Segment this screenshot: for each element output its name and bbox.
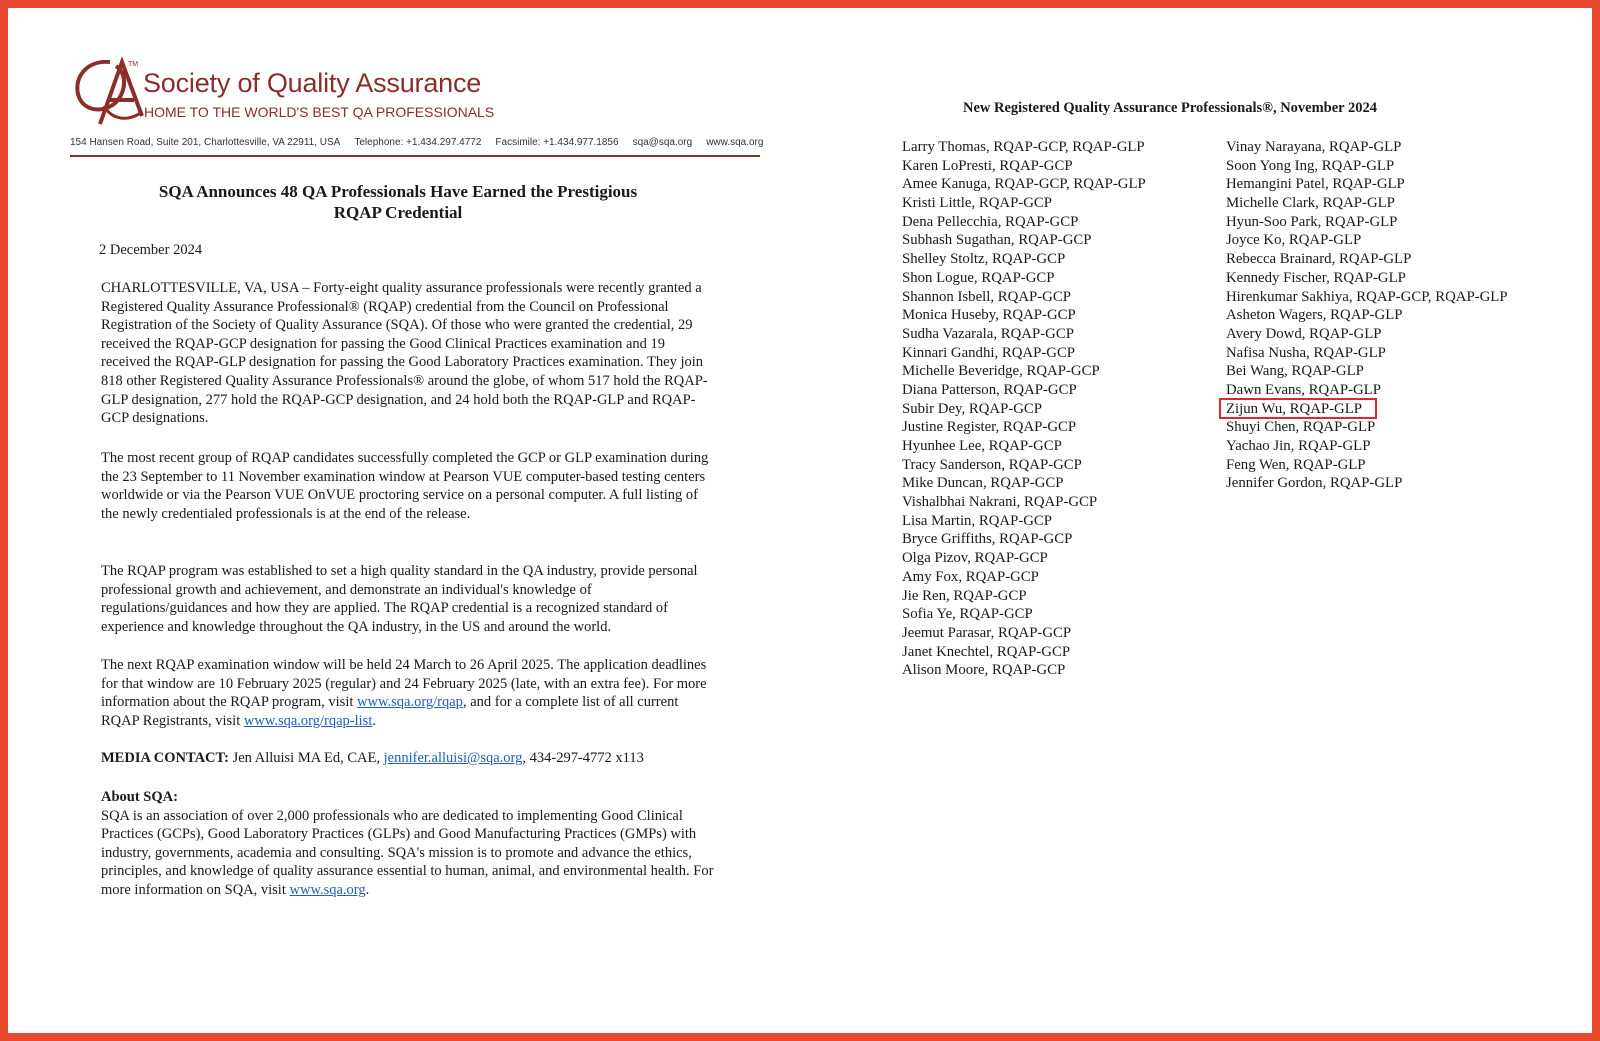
registrant-entry: Dawn Evans, RQAP-GLP (1226, 381, 1381, 398)
letterhead-divider (70, 155, 760, 157)
release-date: 2 December 2024 (99, 242, 203, 258)
org-tagline: HOME TO THE WORLD'S BEST QA PROFESSIONALS (144, 104, 495, 120)
registrant-entry: Vinay Narayana, RQAP-GLP (1226, 139, 1402, 155)
registrant-entry: Shuyi Chen, RQAP-GLP (1226, 419, 1376, 436)
paragraph-1 (101, 279, 716, 428)
media-contact (101, 749, 716, 768)
registrant-list-title: New Registered Quality Assurance Professionals®, November 2024 (963, 100, 1377, 116)
registrant-entry: Bryce Griffiths, RQAP-GCP (902, 531, 1073, 548)
registrant-entry: Lisa Martin, RQAP-GCP (902, 512, 1053, 529)
registrant-entry: Monica Huseby, RQAP-GCP (902, 307, 1076, 324)
registrant-entry: Feng Wen, RQAP-GLP (1226, 456, 1366, 473)
registrant-entry: Zijun Wu, RQAP-GLP (1226, 400, 1363, 417)
registrant-entry: Shelley Stoltz, RQAP-GCP (902, 251, 1066, 268)
registrant-entry: Hirenkumar Sakhiya, RQAP-GCP, RQAP-GLP (1226, 288, 1508, 305)
registrant-entry: Diana Patterson, RQAP-GCP (902, 381, 1077, 398)
registrant-entry: Kristi Little, RQAP-GCP (902, 195, 1053, 212)
sqa-logo (70, 54, 150, 128)
about-section (101, 788, 716, 900)
svg-text:TM: TM (128, 61, 139, 68)
registrant-entry: Soon Yong Ing, RQAP-GLP (1226, 157, 1395, 174)
registrant-entry: Nafisa Nusha, RQAP-GLP (1226, 344, 1386, 361)
registrant-entry: Rebecca Brainard, RQAP-GLP (1226, 251, 1412, 268)
registrant-entry: Dena Pellecchia, RQAP-GCP (902, 213, 1079, 230)
registrant-entry: Shon Logue, RQAP-GCP (902, 269, 1055, 286)
registrant-entry: Karen LoPresti, RQAP-GCP (902, 157, 1073, 174)
media-contact-text (101, 749, 716, 768)
rqap-list-link[interactable]: www.sqa.org/rqap-list (243, 712, 373, 729)
registrant-entry: Amee Kanuga, RQAP-GCP, RQAP-GLP (902, 176, 1146, 193)
registrant-entry: Michelle Beveridge, RQAP-GCP (902, 363, 1100, 380)
paragraph-3 (101, 562, 716, 636)
registrant-column-1 (902, 138, 1146, 680)
registrant-entry: Larry Thomas, RQAP-GCP, RQAP-GLP (902, 139, 1145, 155)
registrant-entry: Vishalbhai Nakrani, RQAP-GCP (902, 494, 1098, 511)
registrant-column-2 (1226, 138, 1508, 493)
contact-line (70, 137, 763, 148)
registrant-entry: Avery Dowd, RQAP-GLP (1226, 325, 1382, 342)
registrant-entry: Sudha Vazarala, RQAP-GCP (902, 325, 1074, 342)
p4-end: . (372, 712, 376, 729)
registrant-entry: Jennifer Gordon, RQAP-GLP (1226, 475, 1403, 492)
paragraph-3-text: The RQAP program was established to set a high quality standard in the QA industry, provide personal professional growth and achievement, and demonstrate an individual's knowledge of regulations/guidances and how they are applied. The RQAP credential is a recognized standard of experience and knowledge throughout the QA industry, in the US and around the world. (101, 563, 698, 635)
release-headline: SQA Announces 48 QA Professionals Have Earned the Prestigious RQAP Credential (158, 182, 638, 222)
registrant-entry: Amy Fox, RQAP-GCP (902, 568, 1039, 585)
facsimile: Facsimile: +1.434.977.1856 (495, 137, 619, 148)
media-name: Jen Alluisi MA Ed, CAE, (228, 750, 384, 766)
p4-text: The next RQAP examination window will be held 24 March to 26 April 2025. The application deadlines for that window are 10 February 2025 (regular) and 24 February 2025 (late, with an extra fee). For more information about the RQAP program, visit (101, 657, 707, 711)
address: 154 Hansen Road, Suite 201, Charlottesville, VA 22911, USA (70, 137, 341, 148)
website: www.sqa.org (706, 137, 764, 148)
registrant-entry: Sofia Ye, RQAP-GCP (902, 606, 1033, 623)
registrant-entry: Kinnari Gandhi, RQAP-GCP (902, 344, 1076, 361)
org-name: Society of Quality Assurance (143, 68, 482, 98)
registrant-entry: Bei Wang, RQAP-GLP (1226, 363, 1364, 380)
registrant-entry: Mike Duncan, RQAP-GCP (902, 475, 1064, 492)
registrant-entry: Shannon Isbell, RQAP-GCP (902, 288, 1071, 305)
registrant-entry: Olga Pizov, RQAP-GCP (902, 550, 1048, 567)
registrant-entry: Hyunhee Lee, RQAP-GCP (902, 438, 1062, 454)
sqa-website-link[interactable]: www.sqa.org (289, 881, 366, 898)
media-label: MEDIA CONTACT: (101, 750, 229, 766)
registrant-entry: Tracy Sanderson, RQAP-GCP (902, 456, 1082, 473)
paragraph-4 (101, 656, 716, 730)
registrant-entry: Yachao Jin, RQAP-GLP (1226, 438, 1371, 454)
about-body: SQA is an association of over 2,000 professionals who are dedicated to implementing Good Clinical Practices (GCPs), Good Laboratory Practices (GLPs) and Good Manufacturing Practices (GMPs) with industry, governments, academia and consulting. SQA's mission is to promote and advance the ethics, principles, and knowledge of quality assurance essential to human, animal, and environmental health. For more information on SQA, visit (101, 807, 714, 898)
paragraph-2 (101, 449, 716, 523)
p4-mid: , and for a complete list of all current RQAP Registrants, visit (101, 694, 679, 729)
registrant-entry: Justine Register, RQAP-GCP (902, 419, 1077, 436)
registrant-entry: Alison Moore, RQAP-GCP (902, 662, 1066, 679)
highlight-box (1219, 398, 1377, 419)
email: sqa@sqa.org (632, 137, 693, 148)
registrant-entry: Kennedy Fischer, RQAP-GLP (1226, 269, 1406, 286)
registrant-entry: Hemangini Patel, RQAP-GLP (1226, 176, 1405, 193)
telephone: Telephone: +1.434.297.4772 (354, 137, 482, 148)
registrant-entry: Hyun-Soo Park, RQAP-GLP (1226, 213, 1398, 230)
paragraph-4-text (101, 656, 716, 730)
registrant-entry: Subir Dey, RQAP-GCP (902, 400, 1043, 417)
paragraph-1-text: CHARLOTTESVILLE, VA, USA – Forty-eight quality assurance professionals were recently granted a Registered Quality Assurance Professional® (RQAP) credential from the Council on Professional Registration of the Society of Quality Assurance (SQA). Of those who were granted the credential, 29 received the RQAP-GCP designation for passing the Good Clinical Practices examination and 19 received the RQAP-GLP designation for passing the Good Laboratory Practices examination. They join 818 other Registered Quality Assurance Professionals® around the globe, of whom 517 hold the RQAP-GLP designation, 277 hold the RQAP-GCP designation, and 24 hold both the RQAP-GLP and RQAP-GCP designations. (101, 280, 708, 427)
media-email-link[interactable]: jennifer.alluisi@sqa.org (383, 750, 523, 766)
document-page (8, 8, 1592, 1033)
registrant-entry: Jeemut Parasar, RQAP-GCP (902, 624, 1072, 641)
registrant-entry: Jie Ren, RQAP-GCP (902, 587, 1027, 604)
registrant-entry: Janet Knechtel, RQAP-GCP (902, 643, 1071, 660)
registrant-entry: Asheton Wagers, RQAP-GLP (1226, 307, 1403, 324)
media-phone: , 434-297-4772 x113 (522, 750, 644, 766)
registrant-entry: Subhash Sugathan, RQAP-GCP (902, 232, 1092, 249)
about-text (101, 807, 716, 900)
registrant-entry: Michelle Clark, RQAP-GLP (1226, 195, 1395, 212)
about-end: . (365, 881, 370, 898)
rqap-link[interactable]: www.sqa.org/rqap (357, 694, 463, 711)
registrant-entry: Joyce Ko, RQAP-GLP (1226, 232, 1362, 249)
paragraph-2-text: The most recent group of RQAP candidates successfully completed the GCP or GLP examination during the 23 September to 11 November examination window at Pearson VUE computer-based testing centers worldwide or via the Pearson VUE OnVUE proctoring service on a personal computer. A full listing of the newly credentialed professionals is at the end of the release. (101, 450, 709, 522)
about-heading: About SQA: (101, 789, 178, 805)
